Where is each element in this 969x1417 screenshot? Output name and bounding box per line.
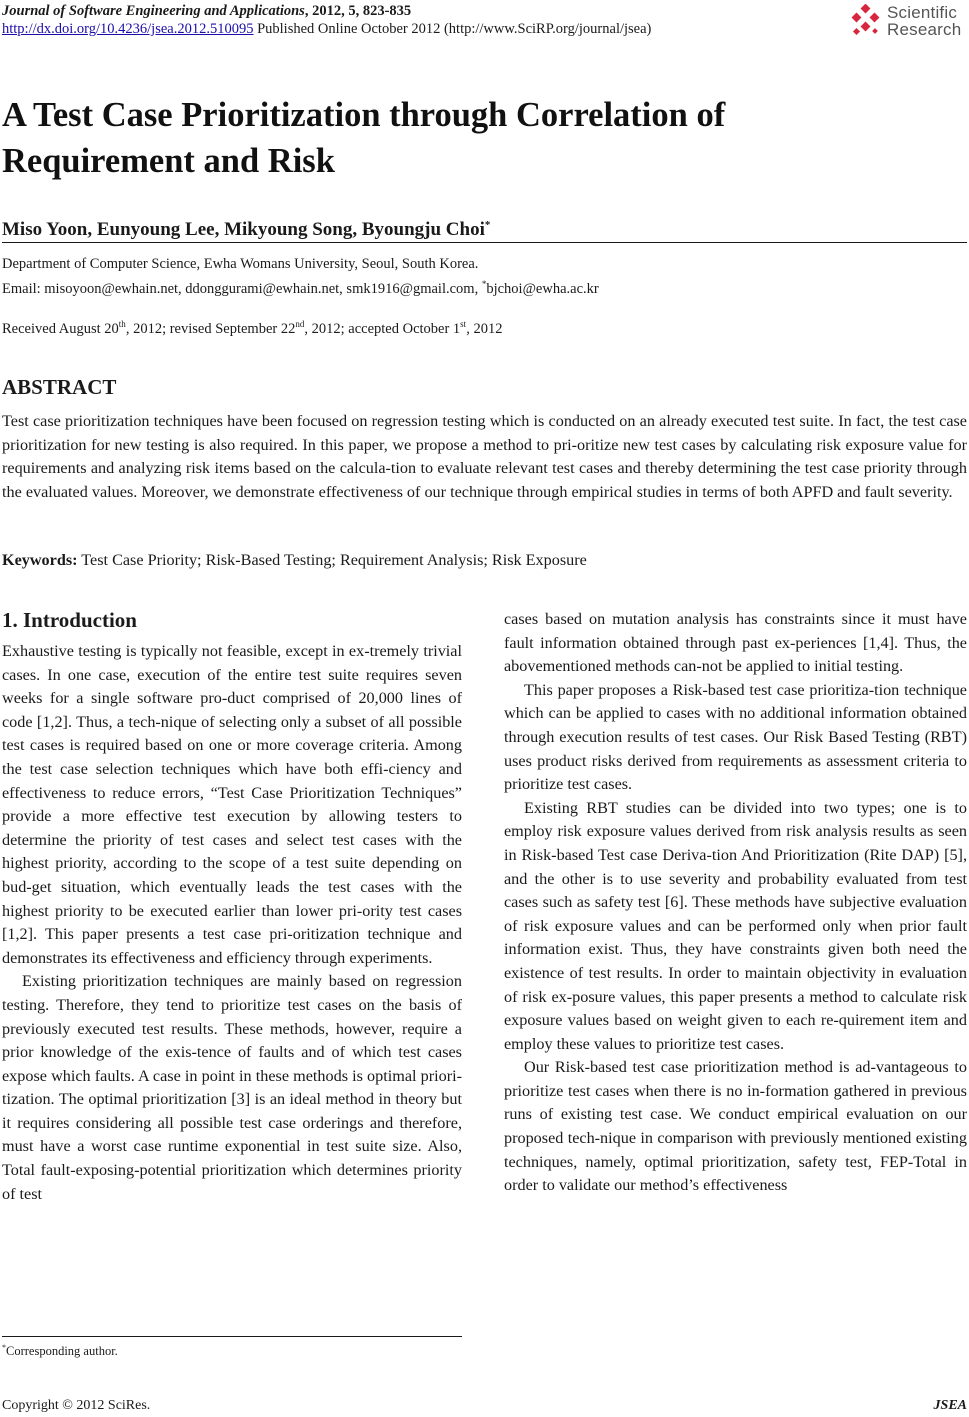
email-line (2, 274, 599, 299)
received-suffix: th (118, 319, 126, 329)
paragraph: Our Risk-based test case prioritization method is ad-vantageous to prioritize test cases when there is no in-formation gathered in previous runs of existing test case. We conduct empirical evaluation on our proposed tech-nique in comparison with previously mentioned existing techniques, namely, optimal prioritization, safety test, FEP-Total in order to validate our method’s effectiveness (504, 1058, 967, 1195)
journal-name: Journal of Software Engineering and Applications (2, 3, 305, 19)
footer-copyright: Copyright © 2012 SciRes. (2, 1398, 151, 1413)
footnote-mark: * (2, 1343, 6, 1352)
publisher-logo (849, 0, 967, 42)
abstract-heading: ABSTRACT (2, 375, 117, 399)
right-column (504, 608, 967, 1198)
footer-journal: JSEA (933, 1398, 967, 1413)
logo-line-1: Scientific (887, 3, 958, 22)
abstract-body: Test case prioritization techniques have been focused on regression testing which is conducted on an already executed test suite. In fact, the test case prioritization for new testing is also required. In this paper, we propose a method to pri-oritize new test cases by calculating risk exposure value for requirements and analyzing risk items based on the calcula-tion to evaluate relevant test cases and thereby determining the test case priority through the evaluated values. Moreover, we demonstrate effectiveness of our technique through empirical studies in terms of both APFD and fault severity. (2, 412, 967, 501)
footnote-divider (2, 1336, 462, 1337)
left-column (2, 606, 462, 1206)
paragraph: Existing RBT studies can be divided into two types; one is to employ risk exposure values derived from risk analysis results as seen in Risk-based Test case Deriva-tion And Prioritization (Rite DAP) [5], and the other is to use severity and probability evaluated from test cases such as safety test [6]. These methods have subjective evaluation of risk exposure values and can be performed only when prior fault information exist. Thus, they have constraints given both need the existence of test results. In order to maintain objectivity in evaluation of risk ex-posure values, this paper presents a method to calculate risk exposure values based on weight given to each re-quirement item and employ these values to prioritize test cases. (504, 798, 967, 1053)
accepted-suffix: st (460, 319, 467, 329)
paragraph: Existing prioritization techniques are mainly based on regression testing. Therefore, they tend to prioritize test cases on the basis of previously executed test results. These methods, however, require a prior knowledge of the exis-tence of faults and of which test cases expose which faults. A case in point in these methods is optimal priori-tization. The optimal prioritization [3] is an ideal method in theory but it requires considering all possible test case orderings and therefore, must have a worst case runtime exponential in test suite size. Also, Total fault-exposing-potential prioritization which determines priority of test (2, 972, 462, 1203)
paragraph: This paper proposes a Risk-based test case prioritiza-tion technique which can be applied to cases with no additional information obtained through execution results of test cases. Our Risk Based Testing (RBT) uses product risks derived from requirements as assessment criteria to prioritize test cases. (504, 680, 967, 794)
author-names: Miso Yoon, Eunyoung Lee, Mikyoung Song, Byoungju Choi (2, 219, 485, 240)
email-list: Email: misoyoon@ewhain.net, ddonggurami@ewhain.net, smk1916@gmail.com, (2, 281, 482, 297)
published-online: Published Online October 2012 (http://www.SciRP.org/journal/jsea) (253, 21, 652, 37)
revised-text: , 2012; revised September 22 (125, 321, 296, 337)
title-line-2: Requirement and Risk (2, 142, 335, 180)
logo-wordmark (887, 4, 961, 38)
email-corresponding[interactable]: bjchoi@ewha.ac.kr (486, 281, 599, 297)
accepted-text: , 2012; accepted October 1 (304, 321, 461, 337)
accepted-year: , 2012 (466, 321, 503, 337)
page-footer (2, 1396, 967, 1416)
corresponding-mark: * (484, 219, 491, 231)
running-header (2, 2, 967, 42)
email-corresponding-mark: * (481, 279, 487, 289)
footnote (2, 1340, 118, 1359)
journal-citation (2, 2, 967, 20)
doi-line (2, 20, 967, 38)
section-heading-introduction: 1. Introduction (2, 608, 137, 632)
author-list (2, 212, 490, 243)
title-divider (2, 242, 967, 243)
journal-volume: , 2012, 5, 823-835 (304, 3, 412, 19)
revised-suffix: nd (295, 319, 305, 329)
paragraph: Exhaustive testing is typically not feasible, except in ex-tremely trivial cases. In one case, execution of the entire test suite requires seven weeks for a single software pro-duct comprised of 20,000 lines of code [1,2]. Thus, a tech-nique of selecting only a subset of all possible test cases is required based on one or more coverage criteria. Among the test case selection techniques which have both effi-ciency and effectiveness to reduce errors, “Test Case Prioritization Techniques” provide a more effective test execution by allowing testers to determine the priority of test cases and select test cases with the highest priority, according to the scope of a test suite depending on bud-get situation, which eventually leads the test cases with the highest priority to be executed earlier than lower pri-ority test cases [1,2]. This paper presents a test case pri-oritization technique and demonstrates its effectiveness and efficiency through experiments. (2, 642, 462, 967)
received-dates (2, 314, 502, 339)
footnote-text: Corresponding author. (6, 1344, 118, 1358)
scientific-research-logo-icon (849, 4, 883, 38)
keywords-list: Test Case Priority; Risk-Based Testing; Requirement Analysis; Risk Exposure (77, 551, 587, 569)
doi-link[interactable]: http://dx.doi.org/10.4236/jsea.2012.510095 (2, 21, 254, 37)
title-line-1: A Test Case Prioritization through Correlation of (2, 96, 726, 134)
paper-title (2, 92, 942, 184)
keywords (2, 549, 967, 572)
keywords-label: Keywords: (2, 551, 78, 569)
paragraph: cases based on mutation analysis has constraints since it must have fault information obtained through past ex-periences [1,4]. Thus, the abovementioned methods can-not be applied to initial testing. (504, 610, 967, 676)
logo-line-2: Research (887, 20, 962, 39)
affiliation: Department of Computer Science, Ewha Womans University, Seoul, South Korea. (2, 256, 479, 272)
received-text: Received August 20 (2, 321, 119, 337)
